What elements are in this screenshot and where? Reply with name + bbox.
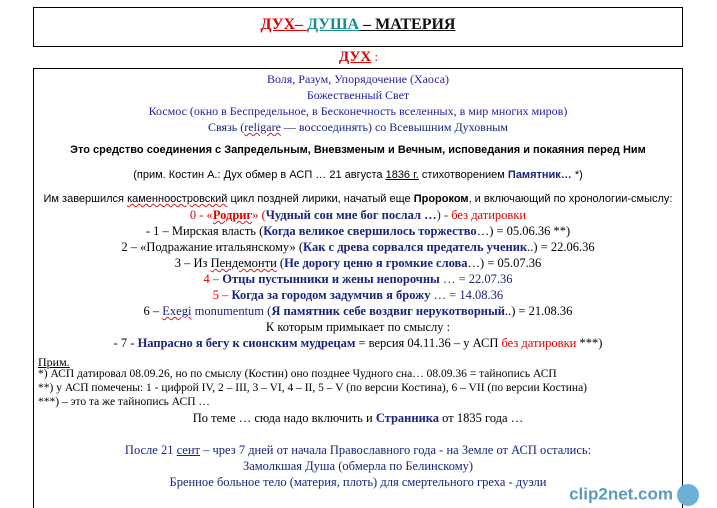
poem-2: 2 – «Подражание итальянскому» (Как с древа сорвался предатель ученик..) = 22.06.36 — [121, 240, 595, 254]
notes-heading: Прим. — [38, 355, 70, 369]
final-3: Бренное больное тело (материя, плоть) для смертельного греха - дуэли — [169, 475, 547, 489]
final-1: После 21 сент – чрез 7 дней от начала Православного года - на Земле от АСП остались: — [124, 443, 592, 457]
watermark-logo: clip2net.com — [569, 484, 699, 506]
poem-3: 3 – Из Пендемонти (Не дорогу ценю я громкие слова…) = 05.07.36 — [174, 256, 542, 270]
section-heading: ДУХ : — [338, 49, 379, 65]
page-title: ДУХ– ДУША – МАТЕРИЯ — [260, 16, 456, 33]
poem-5: 5 – Когда за городом задумчив я брожу … = 14.08.36 — [212, 288, 504, 302]
title-part-spirit: ДУХ — [260, 16, 296, 33]
line-cosmos: Космос (окно в Беспредельное, в Бесконечность вселенных, в мир многих миров) — [148, 104, 568, 118]
line-light: Божественный Свет — [306, 88, 410, 102]
note-1: *) АСП датировал 08.09.26, но по смыслу (Костин) оно позднее Чудного сна… 08.09.36 = тайнопись АСП — [38, 368, 557, 380]
poem-adjoin: К которым примыкает по смыслу : — [265, 320, 451, 334]
line-cycle: Им завершился каменноостровский цикл поздней лирики, начатый еще Пророком, и включающий по хронологии-смыслу: — [43, 193, 673, 205]
note-2: **) у АСП помечены: 1 - цифрой IV, 2 – III, 3 – VI, 4 – II, 5 – V (по версии Костина), 6 – VII (по версии Костина) — [38, 382, 588, 394]
poem-6: 6 – Exegi monumentum (Я памятник себе воздвиг нерукотворный..) = 21.08.36 — [143, 304, 573, 318]
line-kostin-note: (прим. Костин А.: Дух обмер в АСП … 21 августа 1836 г. стихотворением Памятник… *) — [133, 169, 583, 181]
title-part-matter: МАТЕРИЯ — [375, 16, 456, 33]
content-box — [33, 68, 683, 508]
logo-circle-icon — [677, 484, 699, 506]
note-4: По теме … сюда надо включить и Странника от 1835 года … — [192, 411, 524, 425]
line-connection: Связь (religare — воссоединять) со Всевышним Духовным — [208, 120, 508, 134]
poem-4: 4 – Отцы пустынники и жены непорочны … = 22.07.36 — [203, 272, 513, 286]
line-means: Это средство соединения с Запредельным, Вневзменым и Вечным, исповедания и покаяния перед Ним — [70, 144, 646, 156]
note-3: ***) – это та же тайнопись АСП … — [38, 396, 210, 408]
poem-1: - 1 – Мирская власть (Когда великое свершилось торжество…) = 05.06.36 **) — [145, 224, 571, 238]
line-will: Воля, Разум, Упорядочение (Хаоса) — [266, 72, 450, 86]
final-2: Замолкшая Душа (обмерла по Белинскому) — [242, 459, 474, 473]
title-part-soul: ДУША — [307, 16, 360, 33]
poem-7: - 7 - Напрасно я бегу к сионским мудрецам = версия 04.11.36 – у АСП без датировки ***) — [113, 336, 603, 350]
header-box — [33, 7, 683, 47]
poem-0: 0 - «Родриг» (Чудный сон мне бог послал …) - без датировки — [189, 208, 527, 222]
